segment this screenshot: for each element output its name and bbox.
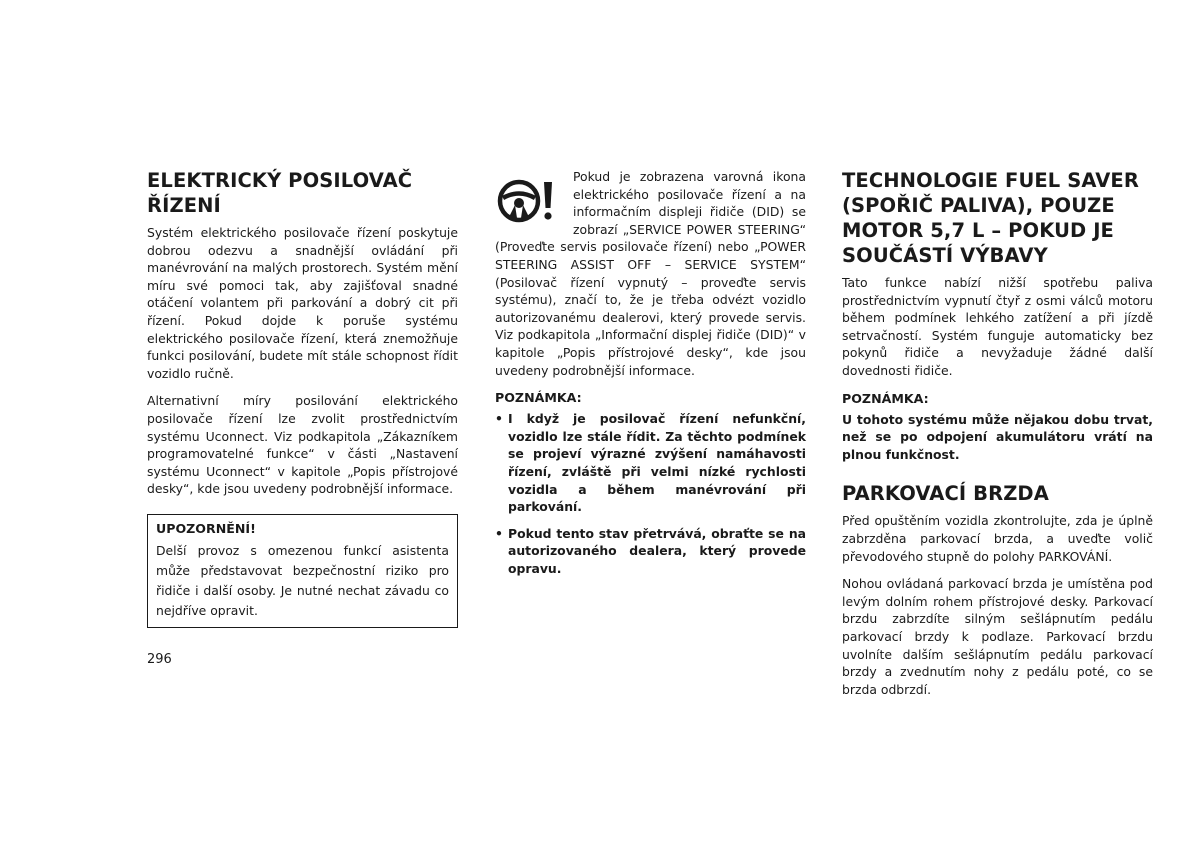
paragraph: Nohou ovládaná parkovací brzda je umístěna pod levým dolním rohem přístrojové desky. Parkovací brzdu zabrzdíte silným sešlápnutím pedálu parkovací brzdy k podlaze. Parkovací brzdu uvolníte dalším sešlápnutím pedálu parkovací brzdy a zvednutím nohy z pedálu poté, co se brzda odbrzdí.	[842, 576, 1153, 697]
page-number: 296	[147, 652, 172, 667]
heading-line: ŘÍZENÍ	[147, 194, 221, 217]
paragraph: Tato funkce nabízí nižší spotřebu paliva prostřednictvím vypnutí čtyř z osmi válců motoru během podmínek lehkého zatížení a při jízdě setrvačností. Systém funguje automaticky bez pokynů řidiče a nevyžaduje žádné další dovednosti řidiče.	[842, 275, 1153, 378]
note-bullet-list	[495, 410, 806, 577]
heading-line: (SPOŘIČ PALIVA), POUZE	[842, 194, 1115, 217]
warning-title: UPOZORNĚNÍ!	[156, 520, 256, 536]
left-column	[147, 168, 458, 628]
heading-line: SOUČÁSTÍ VÝBAVY	[842, 244, 1048, 267]
list-item: • I když je posilovač řízení nefunkční, vozidlo lze stále řídit. Za těchto podmínek se projeví výrazné zvýšení namáhavosti řízení, zvláště při velmi nízké rychlosti vozidla a během manévrování při parkování.	[495, 411, 806, 515]
note-text: U tohoto systému může nějakou dobu trvat, než se po odpojení akumulátoru vrátí na plnou funkčnost.	[842, 411, 1153, 462]
heading-line: TECHNOLOGIE FUEL SAVER	[842, 169, 1139, 192]
note-label: POZNÁMKA:	[842, 390, 929, 406]
steering-warning-icon	[495, 172, 567, 234]
right-column	[842, 168, 1153, 708]
list-item-text: Pokud tento stav přetrvává, obraťte se na autorizovaného dealera, který provede opravu.	[508, 525, 806, 576]
warning-box	[147, 514, 458, 628]
warning-text: Delší provoz s omezenou funkcí asistenta může představovat bezpečnostní riziko pro řidiče i další osoby. Je nutné nechat závadu co nejdříve opravit.	[156, 542, 449, 618]
paragraph: Před opuštěním vozidla zkontrolujte, zda je úplně zabrzděna parkovací brzda, a uveďte volič převodového stupně do polohy PARKOVÁNÍ.	[842, 513, 1153, 564]
section-heading-parking-brake: PARKOVACÍ BRZDA	[842, 482, 1049, 506]
heading-line: MOTOR 5,7 L – POKUD JE	[842, 219, 1114, 242]
heading-line: ELEKTRICKÝ POSILOVAČ	[147, 169, 413, 192]
paragraph: Systém elektrického posilovače řízení poskytuje dobrou odezvu a snadnější ovládání při manévrování na malých prostorech. Systém mění míru své pomoci tak, aby zajišťoval snadné otáčení volantem při parkování a dobrý cit při řízení. Pokud dojde k poruše systému elektrického posilovače řízení, která znemožňuje funkci posilování, budete mít stále schopnost řídit vozidlo ručně.	[147, 225, 458, 381]
middle-column	[495, 168, 806, 586]
section-heading-fuel-saver	[842, 168, 1153, 268]
paragraph: Pokud je zobrazena varovná ikona elektrického posilovače řízení a na informačním displeji řidiče (DID) se zobrazí „SERVICE POWER STEERING“ (Proveďte servis posilovače řízení) nebo „POWER STEERING ASSIST OFF – SERVICE SYSTEM“ (Posilovač řízení vypnutý – proveďte servis systému), značí to, že je třeba odvézt vozidlo autorizovanému dealerovi, který provede servis. Viz podkapitola „Informační displej řidiče (DID)“ v kapitole „Popis přístrojové desky“, kde jsou uvedeny podrobnější informace.	[495, 169, 806, 378]
list-item: • Pokud tento stav přetrvává, obraťte se na autorizovaného dealera, který provede opravu.	[495, 525, 806, 576]
section-heading-power-steering	[147, 168, 458, 218]
list-item-text: I když je posilovač řízení nefunkční, vozidlo lze stále řídit. Za těchto podmínek se projeví výrazné zvýšení namáhavosti řízení, zvláště při velmi nízké rychlosti vozidla a během manévrování při parkování.	[508, 411, 806, 515]
paragraph: Alternativní míry posilování elektrického posilovače řízení lze zvolit prostřednictvím systému Uconnect. Viz podkapitola „Zákazníkem programovatelné funkce“ v části „Nastavení systému Uconnect“ v kapitole „Popis přístrojové desky“, kde jsou uvedeny podrobnější informace.	[147, 393, 458, 497]
note-label: POZNÁMKA:	[495, 390, 582, 406]
